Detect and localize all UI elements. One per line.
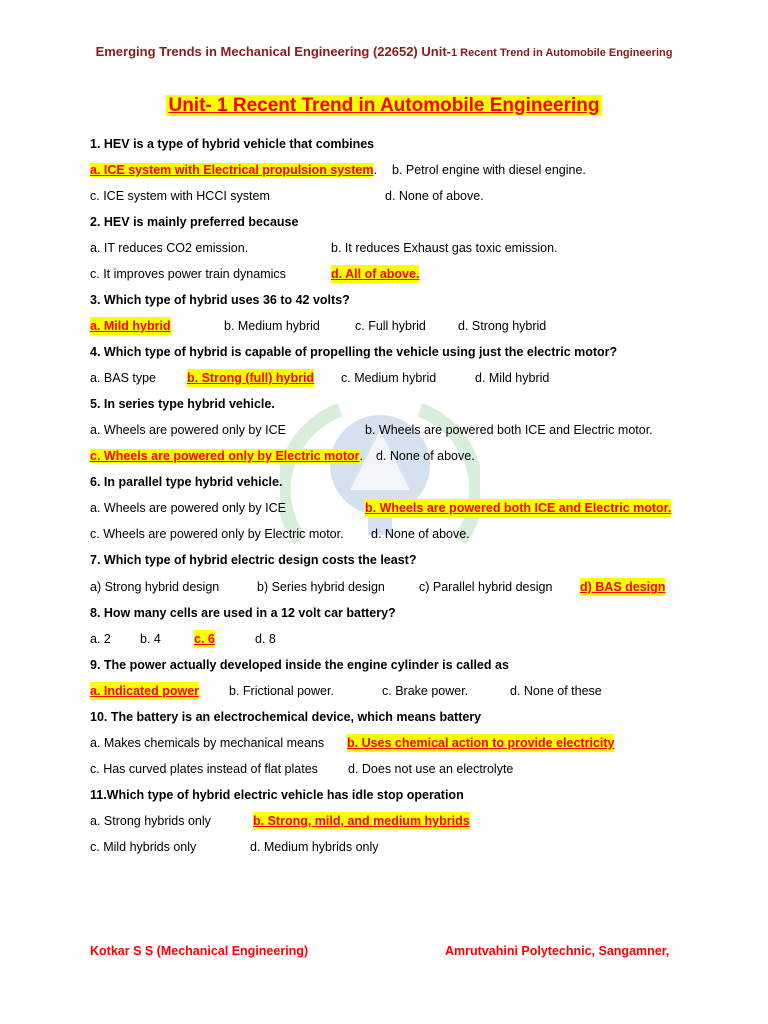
q2-option-a: a. IT reduces CO2 emission. (90, 241, 249, 255)
q5-option-a: a. Wheels are powered only by ICE (90, 423, 286, 437)
q7-option-d-answer: d) BAS design (580, 580, 666, 594)
q7-option-a: a) Strong hybrid design (90, 580, 220, 594)
header-main: Emerging Trends in Mechanical Engineering (22652) Unit- (95, 44, 451, 59)
q4-option-a: a. BAS type (90, 371, 157, 385)
q7-option-c: c) Parallel hybrid design (419, 580, 553, 594)
q4-option-b-answer: b. Strong (full) hybrid (187, 371, 315, 385)
page-title-text: Unit- 1 Recent Trend in Automobile Engineering (168, 95, 600, 116)
question-1: 1. HEV is a type of hybrid vehicle that combines (90, 137, 375, 151)
question-9: 9. The power actually developed inside the engine cylinder is called as (90, 658, 509, 672)
q10-option-d: d. Does not use an electrolyte (348, 762, 514, 776)
q11-option-d: d. Medium hybrids only (250, 840, 379, 854)
q8-option-b: b. 4 (140, 632, 161, 646)
q9-option-d: d. None of these (510, 684, 602, 698)
question-2: 2. HEV is mainly preferred because (90, 215, 299, 229)
q8-option-d: d. 8 (255, 632, 276, 646)
question-6: 6. In parallel type hybrid vehicle. (90, 475, 283, 489)
q6-option-c: c. Wheels are powered only by Electric motor. (90, 527, 344, 541)
q8-option-c-answer: c. 6 (194, 632, 215, 646)
q5-option-d: d. None of above. (376, 449, 475, 463)
q6-option-b-answer: b. Wheels are powered both ICE and Electric motor. (365, 501, 672, 515)
q2-option-d-answer: d. All of above. (331, 267, 420, 281)
q9-option-a-answer: a. Indicated power (90, 684, 200, 698)
question-10: 10. The battery is an electrochemical device, which means battery (90, 710, 482, 724)
question-8: 8. How many cells are used in a 12 volt car battery? (90, 606, 396, 620)
q8-option-a: a. 2 (90, 632, 111, 646)
q3-option-a-answer: a. Mild hybrid (90, 319, 171, 333)
q11-option-a: a. Strong hybrids only (90, 814, 211, 828)
question-7: 7. Which type of hybrid electric design costs the least? (90, 553, 417, 567)
footer-institution: Amrutvahini Polytechnic, Sangamner, (445, 944, 670, 958)
q9-option-c: c. Brake power. (382, 684, 469, 698)
q7-option-b: b) Series hybrid design (257, 580, 385, 594)
q9-option-b: b. Frictional power. (229, 684, 334, 698)
q5-option-b: b. Wheels are powered both ICE and Electric motor. (365, 423, 653, 437)
question-4: 4. Which type of hybrid is capable of propelling the vehicle using just the electric motor? (90, 345, 618, 359)
q3-option-d: d. Strong hybrid (458, 319, 547, 333)
q6-option-a: a. Wheels are powered only by ICE (90, 501, 286, 515)
question-3: 3. Which type of hybrid uses 36 to 42 volts? (90, 293, 350, 307)
q1-option-d: d. None of above. (385, 189, 484, 203)
q1-option-b: b. Petrol engine with diesel engine. (392, 163, 586, 177)
q11-option-c: c. Mild hybrids only (90, 840, 197, 854)
q10-option-c: c. Has curved plates instead of flat plates (90, 762, 318, 776)
q10-option-a: a. Makes chemicals by mechanical means (90, 736, 325, 750)
footer-author: Kotkar S S (Mechanical Engineering) (90, 944, 309, 958)
question-11: 11.Which type of hybrid electric vehicle has idle stop operation (90, 788, 464, 802)
q4-option-d: d. Mild hybrid (475, 371, 550, 385)
q2-option-b: b. It reduces Exhaust gas toxic emission. (331, 241, 558, 255)
q3-option-c: c. Full hybrid (355, 319, 426, 333)
q6-option-d: d. None of above. (371, 527, 470, 541)
q11-option-b-answer: b. Strong, mild, and medium hybrids (253, 814, 470, 828)
q10-option-b-answer: b. Uses chemical action to provide electricity (347, 736, 615, 750)
page-header (0, 44, 768, 59)
q5-option-c-answer: c. Wheels are powered only by Electric motor (90, 449, 360, 463)
q3-option-b: b. Medium hybrid (224, 319, 320, 333)
q1-option-c: c. ICE system with HCCI system (90, 189, 270, 203)
q4-option-c: c. Medium hybrid (341, 371, 437, 385)
header-unit: 1 Recent Trend in Automobile Engineering (450, 47, 673, 59)
q1-option-a-answer: a. ICE system with Electrical propulsion system (90, 163, 374, 177)
page-title (0, 95, 768, 117)
question-5: 5. In series type hybrid vehicle. (90, 397, 275, 411)
q2-option-c: c. It improves power train dynamics (90, 267, 286, 281)
